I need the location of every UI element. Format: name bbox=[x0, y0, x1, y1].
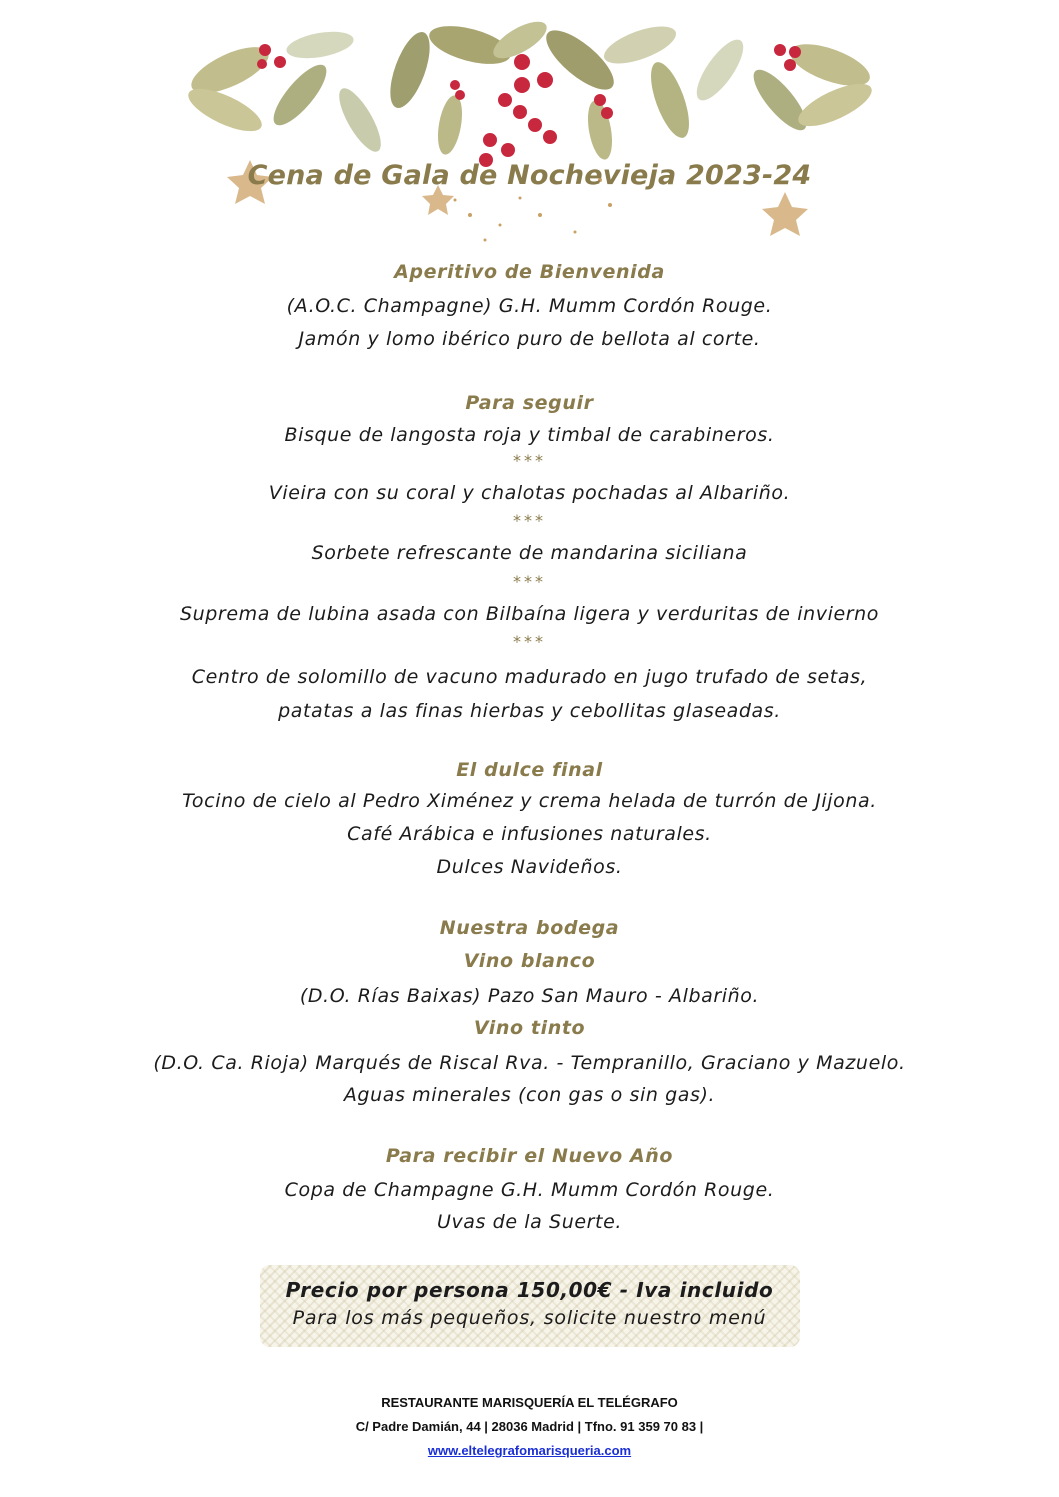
menu-item: Bisque de langosta roja y timbal de carabineros. bbox=[284, 424, 775, 446]
restaurant-name: RESTAURANTE MARISQUERÍA EL TELÉGRAFO bbox=[381, 1395, 678, 1410]
subheading-vino-blanco: Vino blanco bbox=[463, 950, 596, 972]
website-link[interactable]: www.eltelegrafomarisqueria.com bbox=[427, 1443, 632, 1458]
menu-item: Sorbete refrescante de mandarina siciliana bbox=[311, 542, 748, 564]
section-heading-nuevo-ano: Para recibir el Nuevo Año bbox=[385, 1145, 674, 1167]
menu-item: Copa de Champagne G.H. Mumm Cordón Rouge. bbox=[284, 1179, 775, 1201]
menu-item: Suprema de lubina asada con Bilbaína ligera y verduritas de invierno bbox=[179, 603, 880, 625]
menu-title: Cena de Gala de Nochevieja 2023-24 bbox=[247, 160, 812, 191]
separator: *** bbox=[513, 511, 546, 530]
menu-item: patatas a las finas hierbas y cebollitas glaseadas. bbox=[278, 700, 781, 722]
menu-item: (D.O. Ca. Rioja) Marqués de Riscal Rva. - Tempranillo, Graciano y Mazuelo. bbox=[153, 1052, 906, 1074]
section-heading-seguir: Para seguir bbox=[465, 392, 594, 414]
menu-item: (A.O.C. Champagne) G.H. Mumm Cordón Rouge. bbox=[286, 295, 773, 317]
menu-item: Dulces Navideños. bbox=[436, 856, 623, 878]
menu-item: Jamón y lomo ibérico puro de bellota al corte. bbox=[298, 328, 761, 350]
price-text: Precio por persona 150,00€ - Iva incluido bbox=[285, 1278, 774, 1302]
menu-item: Café Arábica e infusiones naturales. bbox=[347, 823, 712, 845]
menu-item: (D.O. Rías Baixas) Pazo San Mauro - Albariño. bbox=[299, 985, 760, 1007]
kids-menu-note: Para los más pequeños, solicite nuestro menú bbox=[292, 1307, 767, 1329]
menu-item: Uvas de la Suerte. bbox=[436, 1211, 623, 1233]
separator: *** bbox=[513, 572, 546, 591]
menu-item: Centro de solomillo de vacuno madurado en jugo trufado de setas, bbox=[191, 666, 868, 688]
separator: *** bbox=[513, 451, 546, 470]
menu-item: Tocino de cielo al Pedro Ximénez y crema helada de turrón de Jijona. bbox=[182, 790, 877, 812]
subheading-vino-tinto: Vino tinto bbox=[473, 1017, 586, 1039]
restaurant-address: C/ Padre Damián, 44 | 28036 Madrid | Tfno. 91 359 70 83 | bbox=[355, 1419, 704, 1434]
menu-item: Aguas minerales (con gas o sin gas). bbox=[343, 1084, 716, 1106]
section-heading-aperitivo: Aperitivo de Bienvenida bbox=[394, 261, 665, 283]
section-heading-dulce: El dulce final bbox=[456, 759, 603, 781]
holly-garland-icon bbox=[0, 0, 1059, 260]
separator: *** bbox=[513, 632, 546, 651]
section-heading-bodega: Nuestra bodega bbox=[439, 917, 620, 939]
menu-item: Vieira con su coral y chalotas pochadas al Albariño. bbox=[268, 482, 791, 504]
